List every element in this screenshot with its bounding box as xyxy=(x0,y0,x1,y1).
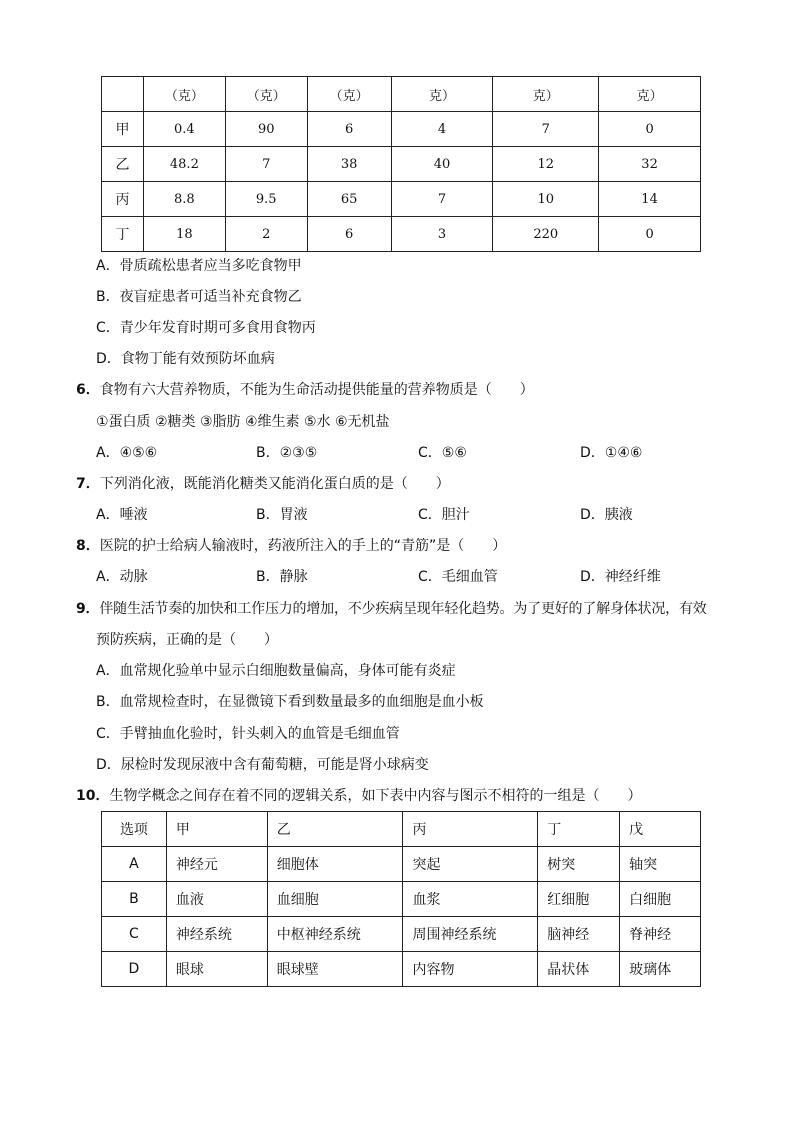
q5-option-a: A．骨质疏松患者应当多吃食物甲 xyxy=(96,258,302,274)
table-cell: 0 xyxy=(599,217,701,252)
table-cell: 4 xyxy=(391,112,493,147)
table-row xyxy=(102,917,701,952)
table-cell: 戊 xyxy=(620,812,701,847)
table-cell: 14 xyxy=(599,182,701,217)
table-row xyxy=(102,882,701,917)
question-number: 7． xyxy=(76,476,100,492)
table-cell: 克） xyxy=(493,77,599,112)
table-cell: 玻璃体 xyxy=(620,952,701,987)
table-cell: （克） xyxy=(143,77,225,112)
table-cell: 周围神经系统 xyxy=(403,917,538,952)
table-cell: 48.2 xyxy=(143,147,225,182)
table-cell: 0.4 xyxy=(143,112,225,147)
question-7 xyxy=(76,475,450,493)
question-number: 8． xyxy=(76,538,100,554)
table-cell: 中枢神经系统 xyxy=(267,917,403,952)
question-stem: 伴随生活节奏的加快和工作压力的增加，不少疾病呈现年轻化趋势。为了更好的了解身体状况，有效 xyxy=(99,601,707,617)
table-cell: 65 xyxy=(307,182,391,217)
question-stem: 医院的护士给病人输液时，药液所注入的手上的“青筋”是（ ） xyxy=(99,538,507,554)
table-cell: 32 xyxy=(599,147,701,182)
table-cell: 树突 xyxy=(538,847,620,882)
table-cell: 9.5 xyxy=(225,182,307,217)
table-cell: 7 xyxy=(391,182,493,217)
table-cell: 40 xyxy=(391,147,493,182)
table-cell: 脊神经 xyxy=(620,917,701,952)
table-cell: 神经系统 xyxy=(166,917,267,952)
q6-items: ①蛋白质 ②糖类 ③脂肪 ④维生素 ⑤水 ⑥无机盐 xyxy=(96,414,390,430)
table-cell: 血液 xyxy=(166,882,267,917)
table-cell: 白细胞 xyxy=(620,882,701,917)
table-cell: 6 xyxy=(307,112,391,147)
table-cell: 晶状体 xyxy=(538,952,620,987)
table-cell: 血浆 xyxy=(403,882,538,917)
table-cell: 8.8 xyxy=(143,182,225,217)
table-cell: 克） xyxy=(599,77,701,112)
table-cell: 丙 xyxy=(102,182,144,217)
food-nutrient-table xyxy=(101,76,701,252)
table-cell: 神经元 xyxy=(166,847,267,882)
table-cell: 丙 xyxy=(403,812,538,847)
q7-option-d: D．胰液 xyxy=(580,507,633,523)
table-cell: A xyxy=(102,847,167,882)
table-row xyxy=(102,182,701,217)
question-stem: 下列消化液，既能消化糖类又能消化蛋白质的是（ ） xyxy=(99,476,450,492)
table-cell: 甲 xyxy=(166,812,267,847)
table-cell: （克） xyxy=(307,77,391,112)
table-cell: 10 xyxy=(493,182,599,217)
table-cell: B xyxy=(102,882,167,917)
q8-option-c: C．毛细血管 xyxy=(418,569,498,585)
question-9 xyxy=(76,600,707,618)
question-number: 9． xyxy=(76,601,100,617)
table-cell: 38 xyxy=(307,147,391,182)
table-cell: 轴突 xyxy=(620,847,701,882)
table-cell: 甲 xyxy=(102,112,144,147)
table-cell: 90 xyxy=(225,112,307,147)
q8-option-d: D．神经纤维 xyxy=(580,569,661,585)
concept-relation-table xyxy=(101,811,701,987)
q6-option-d: D．①④⑥ xyxy=(580,445,643,461)
q9-option-a: A．血常规化验单中显示白细胞数量偏高，身体可能有炎症 xyxy=(96,663,456,679)
table-cell: 眼球壁 xyxy=(267,952,403,987)
table-cell: 2 xyxy=(225,217,307,252)
table-cell: （克） xyxy=(225,77,307,112)
table-cell: 7 xyxy=(225,147,307,182)
table-cell xyxy=(102,77,144,112)
q9-option-d: D．尿检时发现尿液中含有葡萄糖，可能是肾小球病变 xyxy=(96,757,429,773)
q7-option-c: C．胆汁 xyxy=(418,507,470,523)
question-stem: 食物有六大营养物质，不能为生命活动提供能量的营养物质是（ ） xyxy=(99,382,534,398)
table-cell: 内容物 xyxy=(403,952,538,987)
table-cell: 血细胞 xyxy=(267,882,403,917)
q6-option-c: C．⑤⑥ xyxy=(418,445,467,461)
question-number: 6． xyxy=(76,382,100,398)
q7-option-a: A．唾液 xyxy=(96,507,148,523)
table-cell: 3 xyxy=(391,217,493,252)
table-cell: C xyxy=(102,917,167,952)
q8-option-a: A．动脉 xyxy=(96,569,148,585)
question-number: 10． xyxy=(76,788,110,804)
table-cell: 7 xyxy=(493,112,599,147)
table-header-row xyxy=(102,812,701,847)
table-cell: 12 xyxy=(493,147,599,182)
q8-option-b: B．静脉 xyxy=(256,569,308,585)
q9-option-c: C．手臂抽血化验时，针头刺入的血管是毛细血管 xyxy=(96,726,400,742)
table-cell: D xyxy=(102,952,167,987)
question-6 xyxy=(76,381,534,399)
table-cell: 克） xyxy=(391,77,493,112)
table-cell: 18 xyxy=(143,217,225,252)
q5-option-b: B．夜盲症患者可适当补充食物乙 xyxy=(96,289,302,305)
q6-option-a: A．④⑤⑥ xyxy=(96,445,158,461)
table-row xyxy=(102,112,701,147)
question-stem: 生物学概念之间存在着不同的逻辑关系，如下表中内容与图示不相符的一组是（ ） xyxy=(109,788,642,804)
table-row xyxy=(102,217,701,252)
table-cell: 丁 xyxy=(102,217,144,252)
q7-option-b: B．胃液 xyxy=(256,507,308,523)
q5-option-c: C．青少年发育时期可多食用食物丙 xyxy=(96,320,316,336)
table-header-row xyxy=(102,77,701,112)
table-row xyxy=(102,952,701,987)
table-row xyxy=(102,147,701,182)
table-cell: 丁 xyxy=(538,812,620,847)
q5-option-d: D．食物丁能有效预防坏血病 xyxy=(96,351,275,367)
q6-option-b: B．②③⑤ xyxy=(256,445,318,461)
q9-option-b: B．血常规检查时，在显微镜下看到数量最多的血细胞是血小板 xyxy=(96,694,484,710)
table-cell: 220 xyxy=(493,217,599,252)
table-cell: 细胞体 xyxy=(267,847,403,882)
table-cell: 眼球 xyxy=(166,952,267,987)
question-9-continued: 预防疾病，正确的是（ ） xyxy=(96,632,278,648)
table-cell: 红细胞 xyxy=(538,882,620,917)
table-cell: 乙 xyxy=(102,147,144,182)
table-cell: 选项 xyxy=(102,812,167,847)
table-cell: 突起 xyxy=(403,847,538,882)
question-10 xyxy=(76,787,641,805)
table-cell: 乙 xyxy=(267,812,403,847)
table-cell: 脑神经 xyxy=(538,917,620,952)
table-row xyxy=(102,847,701,882)
table-cell: 0 xyxy=(599,112,701,147)
table-cell: 6 xyxy=(307,217,391,252)
question-8 xyxy=(76,537,506,555)
